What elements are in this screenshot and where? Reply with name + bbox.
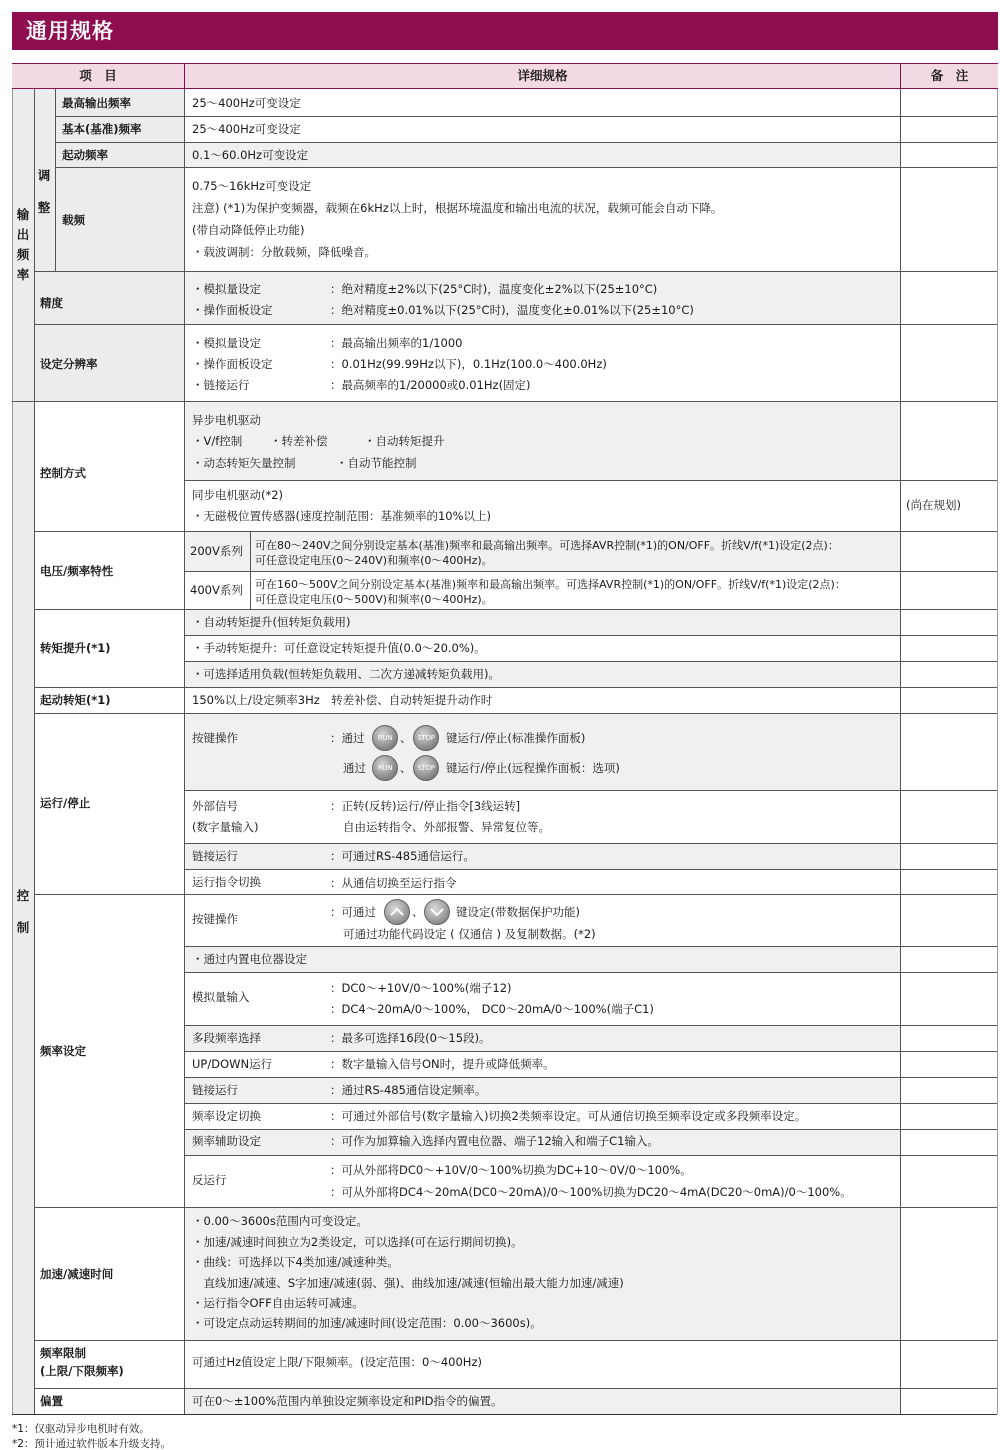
label-resolution: 设定分辨率 <box>40 357 98 371</box>
value-freq-limit: 可通过Hz值设定上限/下限频率。(设定范围：0～400Hz) <box>192 1355 482 1369</box>
value-max-freq: 25～400Hz可变设定 <box>192 96 301 110</box>
async-item: ・转差补偿 <box>270 434 328 448</box>
key-separator: 、 <box>400 731 412 745</box>
label-control-method: 控制方式 <box>40 466 86 480</box>
async-item: ・自动节能控制 <box>336 456 417 470</box>
stop-key-icon: STOP <box>413 725 439 751</box>
label-freq-limit: 频率限制 <box>40 1346 86 1360</box>
stop-key-icon: STOP <box>413 755 439 781</box>
freq-switch-value: ：可通过外部信号(数字量输入)切换2类频率设定。可从通信切换至频率设定或多段频率设定。 <box>330 1109 807 1123</box>
async-item: ・自动转矩提升 <box>364 434 445 448</box>
run-key-icon: RUN <box>372 725 398 751</box>
run-key-op: 按键操作 <box>192 731 238 745</box>
header-spec: 详细规格 <box>184 63 900 89</box>
freq-link-key: 链接运行 <box>192 1083 238 1097</box>
vf-400-line: 可任意设定电压(0～500V)和频率(0～400Hz)。 <box>255 593 493 606</box>
freq-analog-key: 模拟量输入 <box>192 990 250 1004</box>
freq-updown-key: UP/DOWN运行 <box>192 1057 273 1071</box>
run-switch-value: ：从通信切换至运行指令 <box>330 876 457 890</box>
carrier-line: ・载波调制：分散载频，降低噪音。 <box>192 245 376 259</box>
accuracy-key: ・操作面板设定 <box>192 303 273 317</box>
key-separator: 、 <box>412 905 424 919</box>
label-freq-set: 频率设定 <box>40 1044 86 1058</box>
torque-boost-item: ・可选择适用负载(恒转矩负载用、二次方递减转矩负载用)。 <box>192 667 500 681</box>
footnote: *2：预计通过软件版本升级支持。 <box>12 1438 171 1450</box>
header-item: 项 目 <box>12 63 184 89</box>
torque-boost-item: ・自动转矩提升(恒转矩负载用) <box>192 615 351 629</box>
freq-analog-value: ：DC4～20mA/0～100%， DC0～20mA/0～100%(端子C1) <box>330 1002 654 1016</box>
freq-link-value: ：通过RS-485通信设定频率。 <box>330 1083 487 1097</box>
accel-line: ・0.00～3600s范围内可变设定。 <box>192 1214 368 1228</box>
run-line: 键运行/停止(标准操作面板) <box>446 731 586 745</box>
vf-200-series: 200V系列 <box>190 544 243 558</box>
accuracy-key: ・模拟量设定 <box>192 282 261 296</box>
ext-signal-key: 外部信号 <box>192 799 238 813</box>
run-line: 键运行/停止(远程操作面板：选项) <box>446 761 620 775</box>
resolution-value: ：0.01Hz(99.99Hz以下)，0.1Hz(100.0～400.0Hz) <box>330 357 607 371</box>
carrier-line: 注意) (*1)为保护变频器，载频在6kHz以上时，根据环境温度和输出电流的状况，载频可能会自动下降。 <box>192 201 723 215</box>
label-vf: 电压/频率特性 <box>40 564 114 578</box>
label-bias: 偏置 <box>40 1394 63 1408</box>
torque-boost-item: ・手动转矩提升：可任意设定转矩提升值(0.0～20.0%)。 <box>192 641 486 655</box>
freq-multi-key: 多段频率选择 <box>192 1031 261 1045</box>
freq-switch-key: 频率设定切换 <box>192 1109 261 1123</box>
up-key-icon <box>384 899 410 925</box>
key-separator: 、 <box>400 761 412 775</box>
value-bias: 可在0～±100%范围内单独设定频率设定和PID指令的偏置。 <box>192 1394 503 1408</box>
accel-line: 直线加速/减速、S字加速/减速(弱、强)、曲线加速/减速(恒输出最大能力加速/减速) <box>192 1276 624 1290</box>
freq-multi-value: ：最多可选择16段(0～15段)。 <box>330 1031 491 1045</box>
group-adjust: 调 整 <box>37 168 51 215</box>
async-item: ・V/f控制 <box>192 434 243 448</box>
accel-line: ・运行指令OFF自由运转可减速。 <box>192 1296 364 1310</box>
down-key-icon <box>424 899 450 925</box>
label-base-freq: 基本(基准)频率 <box>62 122 142 136</box>
async-title: 异步电机驱动 <box>192 413 261 427</box>
resolution-key: ・链接运行 <box>192 378 250 392</box>
resolution-value: ：最高频率的1/20000或0.01Hz(固定) <box>330 378 531 392</box>
async-item: ・动态转矩矢量控制 <box>192 456 296 470</box>
value-start-freq: 0.1～60.0Hz可变设定 <box>192 148 309 162</box>
accel-line: ・曲线：可选择以下4类加速/减速种类。 <box>192 1255 399 1269</box>
label-accuracy: 精度 <box>40 296 63 310</box>
vf-200-line: 可在80～240V之间分别设定基本(基准)频率和最高输出频率。可选择AVR控制(*1)的ON/OFF。折线V/f(*1)设定(2点)： <box>255 539 839 552</box>
resolution-value: ：最高输出频率的1/1000 <box>330 336 463 350</box>
accel-line: ・可设定点动运转期间的加速/减速时间(设定范围：0.00～3600s)。 <box>192 1316 542 1330</box>
ext-signal-value: 自由运转指令、外部报警、异常复位等。 <box>343 820 550 834</box>
resolution-key: ・操作面板设定 <box>192 357 273 371</box>
sync-title: 同步电机驱动(*2) <box>192 488 284 502</box>
freq-key-via: ：可通过 <box>330 905 376 919</box>
label-max-freq: 最高输出频率 <box>62 96 131 110</box>
accel-line: ・加速/减速时间独立为2类设定，可以选择(可在运行期间切换)。 <box>192 1235 523 1249</box>
ext-signal-value: ：正转(反转)运行/停止指令[3线运转] <box>330 799 521 813</box>
value-base-freq: 25～400Hz可变设定 <box>192 122 301 136</box>
freq-key-line: 键设定(带数据保护功能) <box>456 905 580 919</box>
freq-aux-value: ：可作为加算输入选择内置电位器、端子12输入和端子C1输入。 <box>330 1134 659 1148</box>
header-note: 备 注 <box>900 63 998 89</box>
page-title: 通用规格 <box>12 12 998 50</box>
freq-aux-key: 频率辅助设定 <box>192 1134 261 1148</box>
freq-key-op: 按键操作 <box>192 912 238 926</box>
sync-item: ・无磁极位置传感器(速度控制范围：基准频率的10%以上) <box>192 509 492 523</box>
label-start-freq: 起动频率 <box>62 148 108 162</box>
label-accel: 加速/减速时间 <box>40 1267 114 1281</box>
group-output-freq: 输 出 频 率 <box>16 207 30 282</box>
run-switch-key: 运行指令切换 <box>192 875 261 889</box>
vf-400-series: 400V系列 <box>190 583 243 597</box>
label-torque-boost: 转矩提升(*1) <box>40 641 111 655</box>
accuracy-value: ：绝对精度±2%以下(25°C时)，温度变化±2%以下(25±10°C) <box>330 282 658 296</box>
vf-200-line: 可任意设定电压(0～240V)和频率(0～400Hz)。 <box>255 554 493 567</box>
sync-note: (尚在规划) <box>906 498 961 512</box>
carrier-line: (带自动降低停止功能) <box>192 223 305 237</box>
value-start-torque: 150%以上/设定频率3Hz 转差补偿、自动转矩提升动作时 <box>192 693 493 707</box>
freq-pot: ・通过内置电位器设定 <box>192 952 307 966</box>
footnote: *1：仅驱动异步电机时有效。 <box>12 1423 150 1435</box>
run-link-value: ：可通过RS-485通信运行。 <box>330 849 475 863</box>
run-via: ：通过 <box>330 731 365 745</box>
accuracy-value: ：绝对精度±0.01%以下(25°C时)，温度变化±0.01%以下(25±10°C) <box>330 303 694 317</box>
freq-reverse-key: 反运行 <box>192 1173 227 1187</box>
ext-signal-key: (数字量输入) <box>192 820 259 834</box>
freq-analog-value: ：DC0～+10V/0～100%(端子12) <box>330 981 512 995</box>
label-carrier: 载频 <box>62 213 85 227</box>
vf-400-line: 可在160～500V之间分别设定基本(基准)频率和最高输出频率。可选择AVR控制(*1)的ON/OFF。折线V/f(*1)设定(2点)： <box>255 578 846 591</box>
freq-key-line: 可通过功能代码设定 ( 仅通信 ) 及复制数据。(*2) <box>343 927 596 941</box>
run-link-key: 链接运行 <box>192 849 238 863</box>
freq-reverse-value: ：可从外部将DC0～+10V/0～100%切换为DC+10～0V/0～100%。 <box>330 1163 692 1177</box>
label-start-torque: 起动转矩(*1) <box>40 693 111 707</box>
freq-updown-value: ：数字量输入信号ON时，提升或降低频率。 <box>330 1057 555 1071</box>
run-key-icon: RUN <box>372 755 398 781</box>
run-via: 通过 <box>343 761 366 775</box>
carrier-line: 0.75～16kHz可变设定 <box>192 179 312 193</box>
group-control: 控 制 <box>16 888 30 935</box>
freq-reverse-value: ：可从外部将DC4～20mA(DC0～20mA)/0～100%切换为DC20～4mA(DC20～0mA)/0～100%。 <box>330 1185 852 1199</box>
label-freq-limit-sub: (上限/下限频率) <box>40 1364 124 1378</box>
resolution-key: ・模拟量设定 <box>192 336 261 350</box>
label-run-stop: 运行/停止 <box>40 796 91 810</box>
